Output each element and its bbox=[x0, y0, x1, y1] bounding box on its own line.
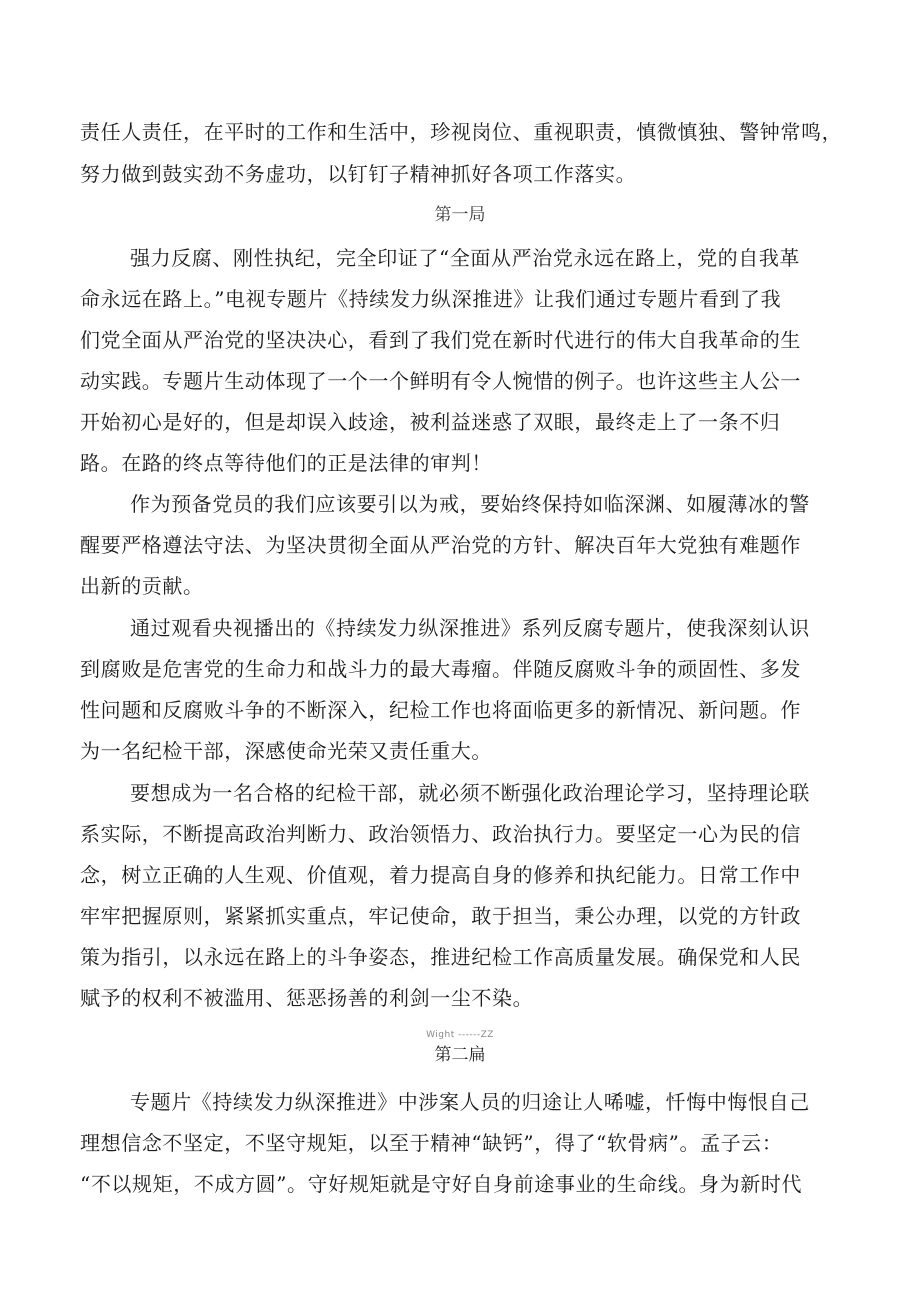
s1-p3-line-4: 为一名纪检干部，深感使命光荣又责任重大。 bbox=[80, 739, 492, 763]
section-2-heading: 第二扁 bbox=[434, 1045, 486, 1065]
s1-p3-line-1: 通过观看央视播出的《持续发力纵深推进》系列反腐专题片，使我深刻认识 bbox=[130, 616, 810, 640]
s1-p4-line-3: 念，树立正确的人生观、价值观，着力提高自身的修养和执纪能力。日常工作中 bbox=[80, 863, 801, 887]
s1-p3-line-2: 到腐败是危害党的生命力和战斗力的最大毒瘤。伴随反腐败斗争的顽固性、多发 bbox=[80, 657, 801, 681]
s1-p4-line-1: 要想成为一名合格的纪检干部，就必须不断强化政治理论学习，坚持理论联 bbox=[130, 781, 810, 805]
s1-p1-line-4: 动实践。专题片生动体现了一个一个鲜明有令人惋惜的例子。也许这些主人公一 bbox=[80, 369, 801, 393]
s1-p4-line-2: 系实际，不断提高政治判断力、政治领悟力、政治执行力。要坚定一心为民的信 bbox=[80, 822, 801, 846]
s2-p1-line-1: 专题片《持续发力纵深推进》中涉案人员的归途让人唏嘘，忏悔中悔恨自己 bbox=[130, 1090, 810, 1114]
intro-line-2: 努力做到鼓实劲不务虚功，以钉钉子精神抓好各项工作落实。 bbox=[80, 162, 637, 186]
s2-p1-line-3: “不以规矩，不成方圆”。守好规矩就是守好自身前途事业的生命线。身为新时代 bbox=[80, 1172, 803, 1196]
s1-p1-line-6: 路。在路的终点等待他们的正是法律的审判！ bbox=[80, 451, 492, 475]
s1-p1-line-2: 命永远在路上。”电视专题片《持续发力纵深推进》让我们通过专题片看到了我 bbox=[80, 287, 782, 311]
s1-p4-line-4: 牢牢把握原则，紧紧抓实重点，牢记使命，敢于担当，秉公办理，以党的方针政 bbox=[80, 904, 801, 928]
s1-p2-line-3: 出新的贡献。 bbox=[80, 574, 204, 598]
s1-p1-line-3: 们党全面从严治党的坚决决心，看到了我们党在新时代进行的伟大自我革命的生 bbox=[80, 328, 801, 352]
s2-p1-line-2: 理想信念不坚定，不坚守规矩，以至于精神“缺钙”，得了“软骨病”。孟子云： bbox=[80, 1131, 783, 1155]
s1-p3-line-3: 性问题和反腐败斗争的不断深入，纪检工作也将面临更多的新情况、新问题。作 bbox=[80, 698, 801, 722]
s1-p4-line-5: 策为指引，以永远在路上的斗争姿态，推进纪检工作高质量发展。确保党和人民 bbox=[80, 945, 801, 969]
s1-p1-line-1: 强力反腐、刚性执纪，完全印证了“全面从严治党永远在路上，党的自我革 bbox=[130, 246, 801, 270]
section-1-heading: 第一局 bbox=[434, 205, 486, 225]
s1-p1-line-5: 开始初心是好的，但是却误入歧途，被利益迷惑了双眼，最终走上了一条不归 bbox=[80, 410, 781, 434]
intro-line-1: 责任人责任，在平时的工作和生活中，珍视岗位、重视职责，慎微慎独、警钟常鸣， bbox=[80, 120, 843, 144]
separator-mark: Wight ------ZZ bbox=[426, 1030, 494, 1040]
s1-p2-line-2: 醒要严格遵法守法、为坚决贯彻全面从严治党的方针、解决百年大党独有难题作 bbox=[80, 533, 801, 557]
s1-p2-line-1: 作为预备党员的我们应该要引以为戒，要始终保持如临深渊、如履薄冰的警 bbox=[130, 492, 810, 516]
s1-p4-line-6: 赋予的权利不被滥用、惩恶扬善的利剑一尘不染。 bbox=[80, 986, 534, 1010]
